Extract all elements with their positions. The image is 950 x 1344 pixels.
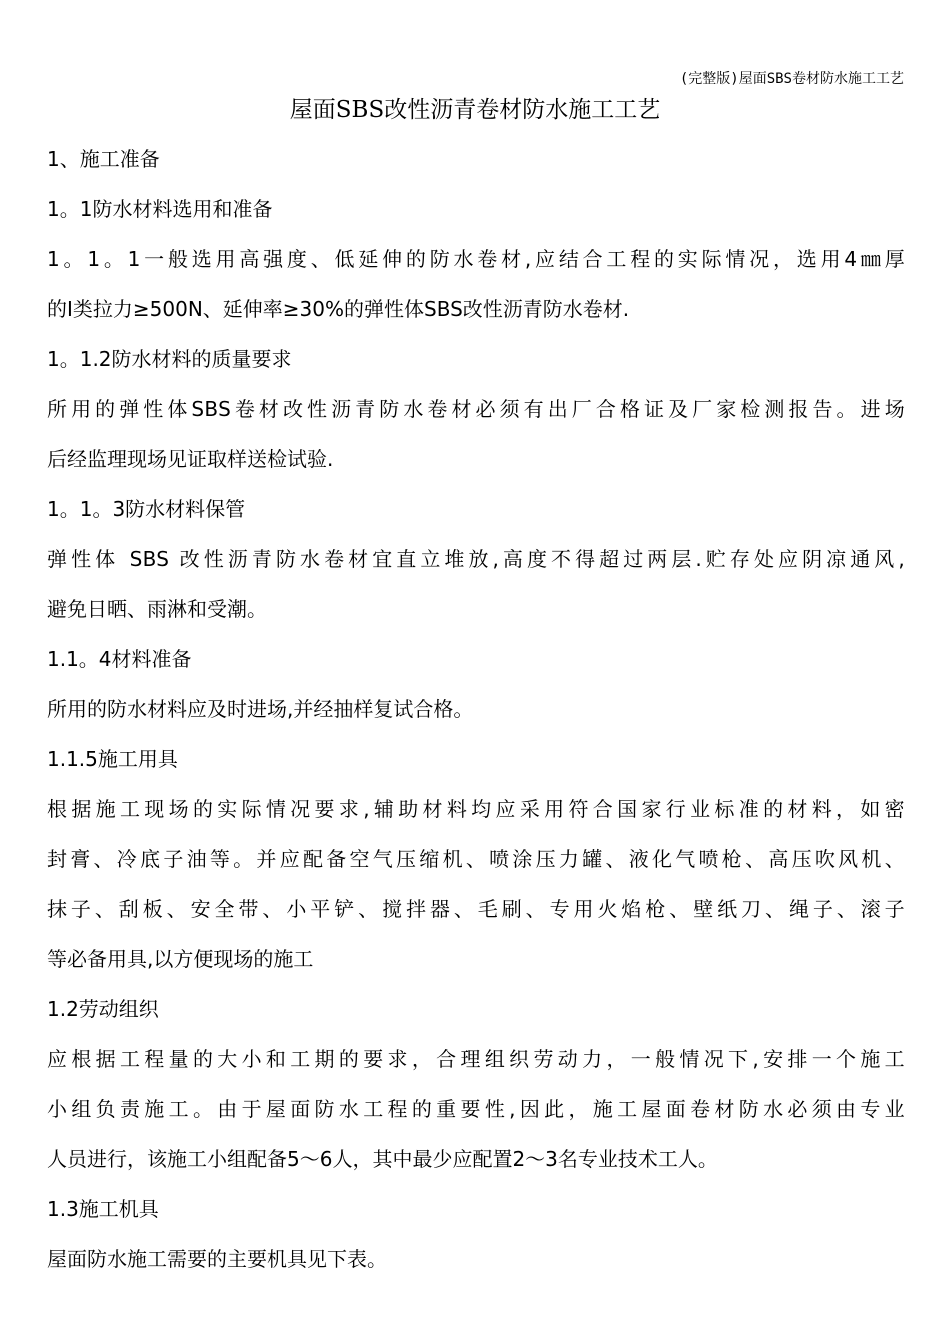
text-line: 1.1。4材料准备 (47, 647, 192, 671)
text-line: 避免日晒、雨淋和受潮。 (47, 597, 267, 621)
text-line: 所用的防水材料应及时进场,并经抽样复试合格。 (47, 697, 474, 721)
text-line: 人员进行，该施工小组配备5～6人，其中最少应配置2～3名专业技术工人。 (47, 1147, 718, 1171)
text-line: 1.1.5施工用具 (47, 747, 178, 771)
text-line: 1。1防水材料选用和准备 (47, 197, 273, 221)
document-body (47, 134, 905, 1284)
text-line: 1、施工准备 (47, 147, 160, 171)
text-line: 1。1。1一般选用高强度、低延伸的防水卷材,应结合工程的实际情况，选用4㎜厚 (47, 247, 905, 271)
text-line: 应根据工程量的大小和工期的要求，合理组织劳动力，一般情况下,安排一个施工 (47, 1047, 905, 1071)
text-line: 1。1.2防水材料的质量要求 (47, 347, 292, 371)
text-line: 屋面防水施工需要的主要机具见下表。 (47, 1247, 387, 1271)
text-line: 封膏、冷底子油等。并应配备空气压缩机、喷涂压力罐、液化气喷枪、高压吹风机、 (47, 847, 905, 871)
text-line: 根据施工现场的实际情况要求,辅助材料均应采用符合国家行业标准的材料，如密 (47, 797, 905, 821)
running-header: (完整版)屋面SBS卷材防水施工工艺 (679, 71, 904, 87)
document-title: 屋面SBS改性沥青卷材防水施工工艺 (289, 97, 661, 123)
text-line: 小组负责施工。由于屋面防水工程的重要性,因此，施工屋面卷材防水必须由专业 (47, 1097, 905, 1121)
text-line: 所用的弹性体SBS卷材改性沥青防水卷材必须有出厂合格证及厂家检测报告。进场 (47, 397, 905, 421)
text-line: 的Ⅰ类拉力≥500N、延伸率≥30%的弹性体SBS改性沥青防水卷材. (47, 297, 630, 321)
text-line: 后经监理现场见证取样送检试验. (47, 447, 334, 471)
text-line: 等必备用具,以方便现场的施工 (47, 947, 314, 971)
text-line: 弹性体 SBS 改性沥青防水卷材宜直立堆放,高度不得超过两层.贮存处应阴凉通风, (47, 547, 905, 571)
text-line: 1。1。3防水材料保管 (47, 497, 246, 521)
text-line: 抹子、刮板、安全带、小平铲、搅拌器、毛刷、专用火焰枪、壁纸刀、绳子、滚子 (47, 897, 905, 921)
text-line: 1.2劳动组织 (47, 997, 159, 1021)
text-line: 1.3施工机具 (47, 1197, 159, 1221)
